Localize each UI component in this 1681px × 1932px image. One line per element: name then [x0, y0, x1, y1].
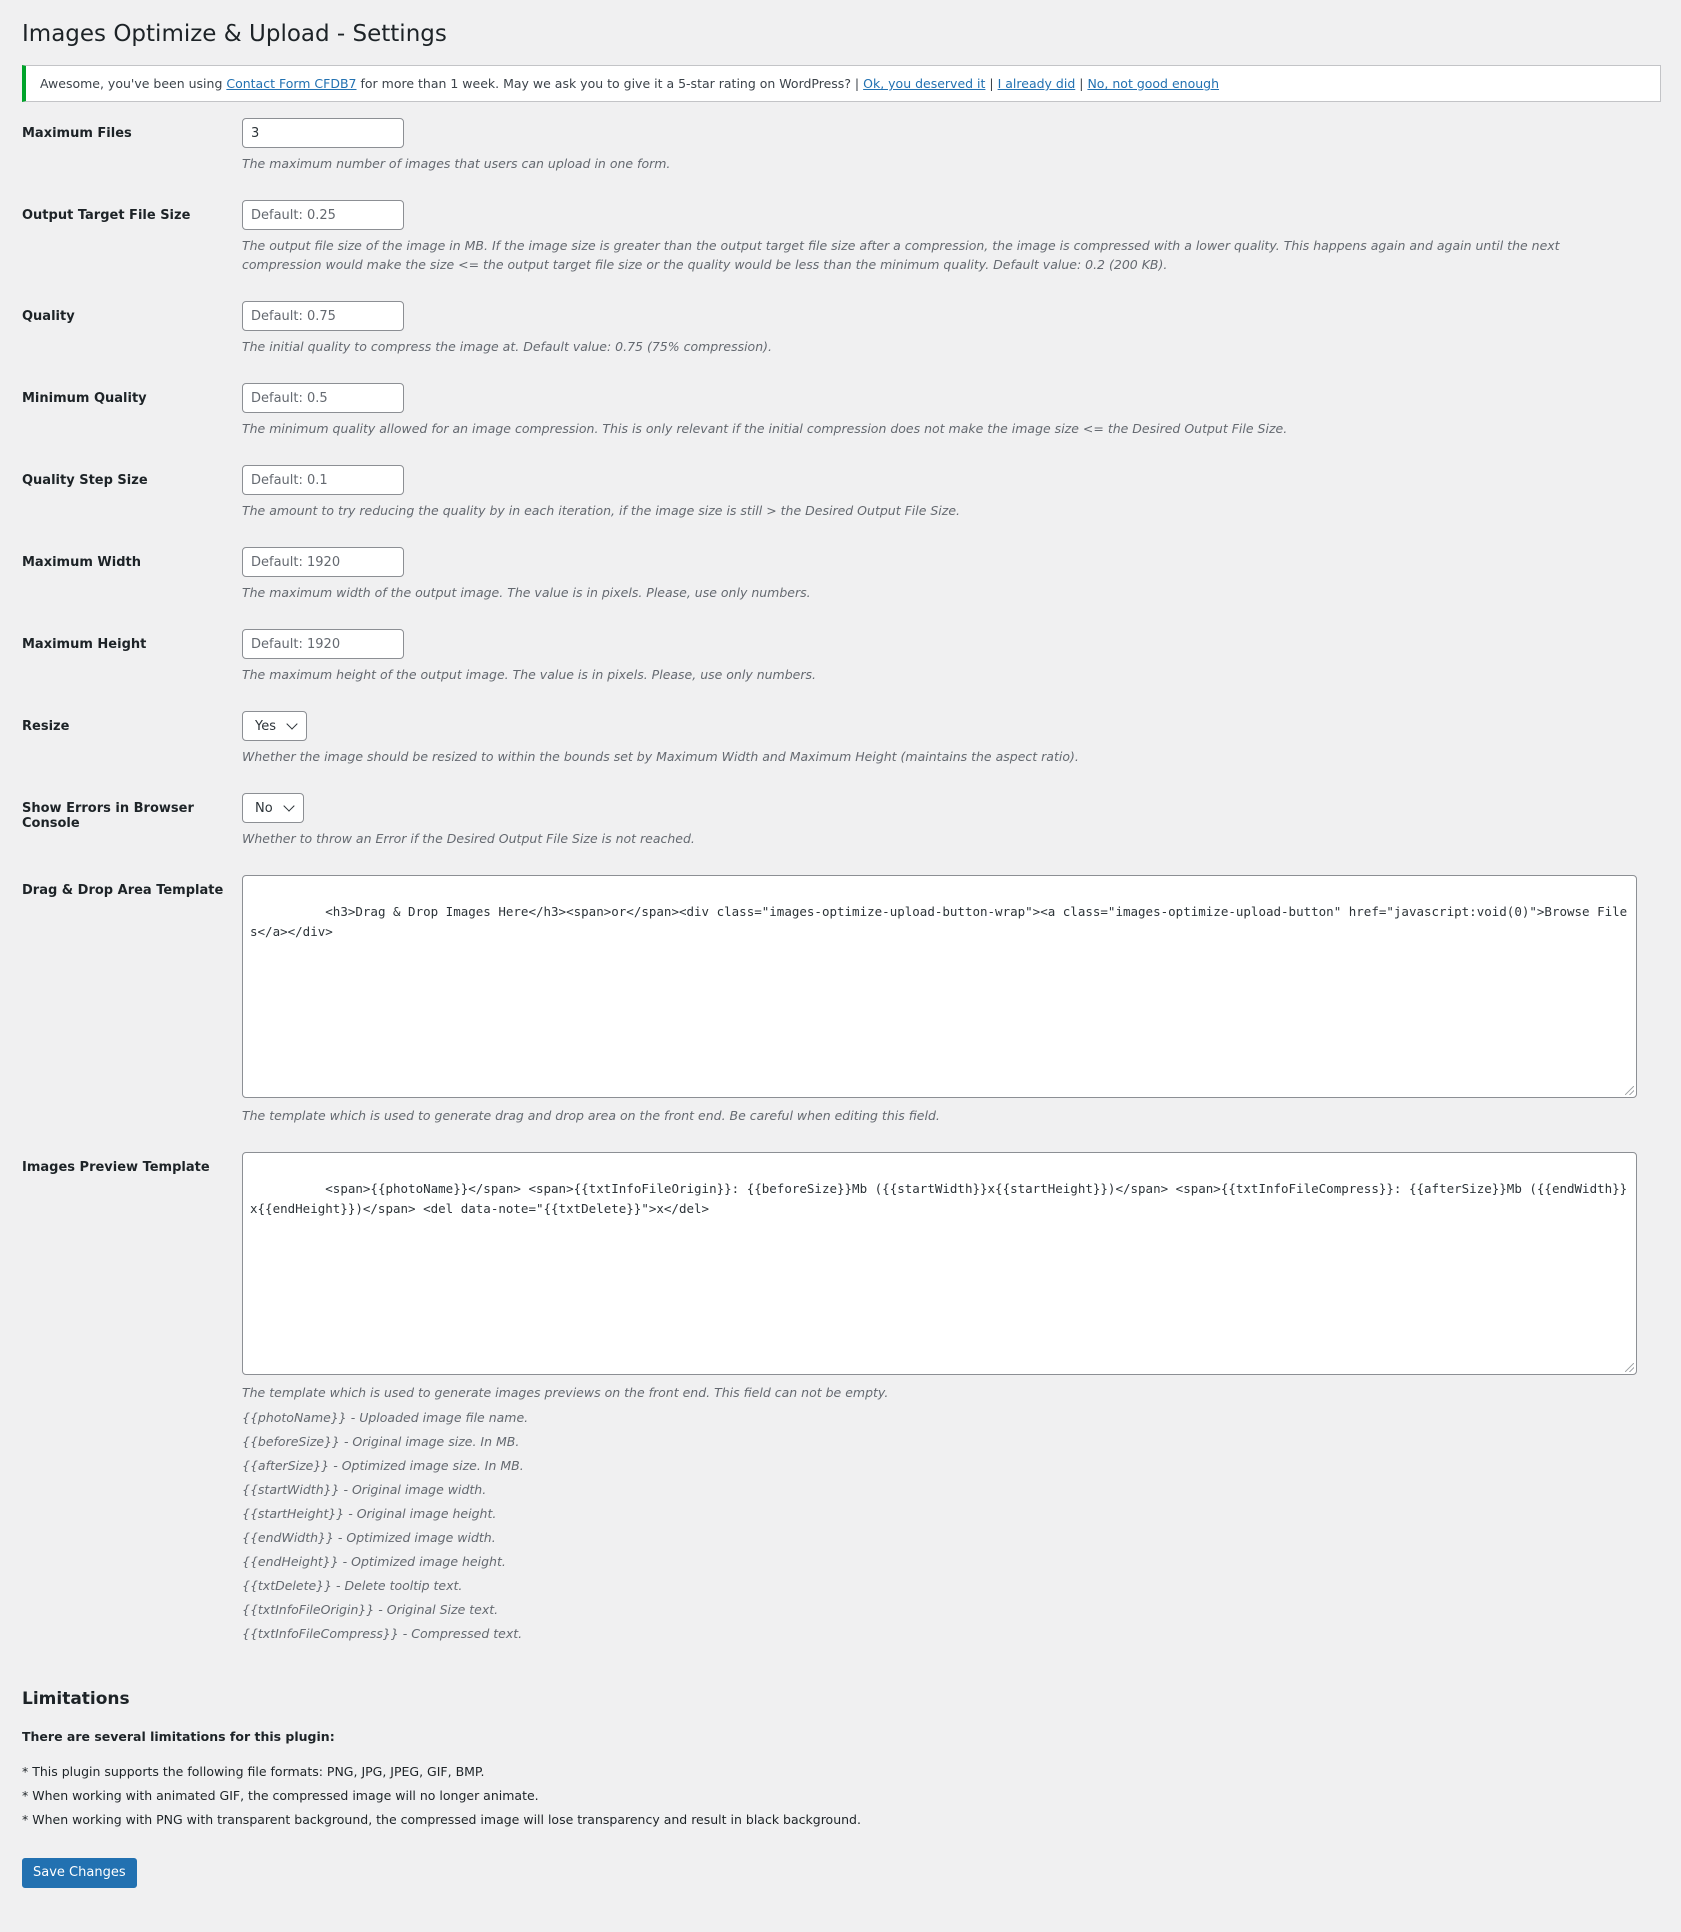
- label-target-size: Output Target File Size: [22, 208, 191, 223]
- preview-template-textarea[interactable]: [242, 1152, 1637, 1375]
- label-max-width: Maximum Width: [22, 555, 141, 570]
- template-variables-list: [242, 1406, 1661, 1646]
- max-width-description: The maximum width of the output image. The value is in pixels. Please, use only numbers.: [242, 585, 811, 600]
- notice-separator: |: [985, 76, 998, 91]
- quality-step-input[interactable]: [242, 465, 404, 495]
- notice-separator: |: [1075, 76, 1088, 91]
- label-quality: Quality: [22, 309, 75, 324]
- row-quality-step: [22, 451, 1661, 533]
- row-max-files: [22, 114, 1661, 186]
- row-max-height: [22, 615, 1661, 697]
- limitation-item: * When working with PNG with transparent background, the compressed image will lose transparency and result in black background.: [22, 1812, 861, 1827]
- resize-selected-value: Yes: [255, 718, 276, 734]
- save-changes-button[interactable]: Save Changes: [22, 1858, 137, 1888]
- template-variable: {{txtInfoFileOrigin}} - Original Size text.: [242, 1602, 499, 1617]
- max-height-description: The maximum height of the output image. The value is in pixels. Please, use only numbers.: [242, 667, 816, 682]
- show-errors-select[interactable]: [242, 793, 304, 823]
- row-min-quality: [22, 369, 1661, 451]
- quality-input[interactable]: [242, 301, 404, 331]
- limitations-heading: Limitations: [22, 1689, 130, 1709]
- preview-template-value: <span>{{photoName}}</span> <span>{{txtInfoFileOrigin}}: {{beforeSize}}Mb ({{startWidth}}x{{startHeight}})</span> <span>{{txtInfoFileCompress}}: {{afterSize}}Mb ({{endWidth}}x{{endHeight}})</span> <del data-note="{{txtDelete}}">x</del>: [250, 1181, 1628, 1216]
- dragdrop-template-description: The template which is used to generate drag and drop area on the front end. Be careful when editing this field.: [242, 1108, 940, 1123]
- label-show-errors: Show Errors in Browser Console: [22, 801, 194, 831]
- chevron-down-icon: [286, 718, 297, 729]
- resize-grip-icon[interactable]: [1625, 1363, 1634, 1372]
- min-quality-description: The minimum quality allowed for an image compression. This is only relevant if the initial compression does not make the image size <= the Desired Output File Size.: [242, 421, 1288, 436]
- notice-text-after: for more than 1 week. May we ask you to give it a 5-star rating on WordPress? |: [360, 76, 860, 91]
- row-show-errors: [22, 779, 1661, 861]
- template-variable: {{txtDelete}} - Delete tooltip text.: [242, 1578, 463, 1593]
- template-variable: {{photoName}} - Uploaded image file name.: [242, 1410, 529, 1425]
- min-quality-input[interactable]: [242, 383, 404, 413]
- preview-template-description: The template which is used to generate images previews on the front end. This field can not be empty.: [242, 1385, 889, 1400]
- template-variable: {{endWidth}} - Optimized image width.: [242, 1530, 496, 1545]
- limitation-item: * When working with animated GIF, the compressed image will no longer animate.: [22, 1788, 539, 1803]
- label-dragdrop-template: Drag & Drop Area Template: [22, 883, 224, 898]
- template-variable: {{txtInfoFileCompress}} - Compressed text.: [242, 1626, 523, 1641]
- quality-description: The initial quality to compress the image at. Default value: 0.75 (75% compression).: [242, 339, 772, 354]
- rating-notice: [22, 65, 1661, 102]
- limitations-list: [22, 1760, 1661, 1832]
- row-resize: [22, 697, 1661, 779]
- label-max-files: Maximum Files: [22, 126, 132, 141]
- label-max-height: Maximum Height: [22, 637, 147, 652]
- dragdrop-template-value: <h3>Drag & Drop Images Here</h3><span>or</span><div class="images-optimize-upload-button-wrap"><a class="images-optimize-upload-button" href="javascript:void(0)">Browse Files</a></div>: [250, 904, 1628, 939]
- show-errors-selected-value: No: [255, 800, 273, 816]
- resize-grip-icon[interactable]: [1625, 1086, 1634, 1095]
- target-size-input[interactable]: [242, 200, 404, 230]
- row-max-width: [22, 533, 1661, 615]
- row-preview-template: [22, 1138, 1661, 1659]
- row-dragdrop-template: [22, 861, 1661, 1138]
- chevron-down-icon: [283, 800, 294, 811]
- template-variable: {{afterSize}} - Optimized image size. In MB.: [242, 1458, 524, 1473]
- quality-step-description: The amount to try reducing the quality by in each iteration, if the image size is still > the Desired Output File Size.: [242, 503, 961, 518]
- dragdrop-template-textarea[interactable]: [242, 875, 1637, 1098]
- template-variable: {{startHeight}} - Original image height.: [242, 1506, 497, 1521]
- label-resize: Resize: [22, 719, 70, 734]
- max-height-input[interactable]: [242, 629, 404, 659]
- row-target-size: [22, 186, 1661, 287]
- rate-ok-link[interactable]: Ok, you deserved it: [863, 76, 986, 91]
- label-min-quality: Minimum Quality: [22, 391, 147, 406]
- max-width-input[interactable]: [242, 547, 404, 577]
- already-did-link[interactable]: I already did: [997, 76, 1076, 91]
- template-variable: {{startWidth}} - Original image width.: [242, 1482, 487, 1497]
- max-files-input[interactable]: [242, 118, 404, 148]
- row-quality: [22, 287, 1661, 369]
- max-files-description: The maximum number of images that users can upload in one form.: [242, 156, 671, 171]
- template-variable: {{endHeight}} - Optimized image height.: [242, 1554, 506, 1569]
- resize-description: Whether the image should be resized to within the bounds set by Maximum Width and Maximum Height (maintains the aspect ratio).: [242, 749, 1079, 764]
- show-errors-description: Whether to throw an Error if the Desired Output File Size is not reached.: [242, 831, 695, 846]
- not-good-link[interactable]: No, not good enough: [1087, 76, 1220, 91]
- resize-select[interactable]: [242, 711, 307, 741]
- page-title: Images Optimize & Upload - Settings: [22, 21, 447, 47]
- label-preview-template: Images Preview Template: [22, 1160, 210, 1175]
- template-variable: {{beforeSize}} - Original image size. In MB.: [242, 1434, 520, 1449]
- target-size-description: The output file size of the image in MB. If the image size is greater than the output target file size after a compression, the image is compressed with a lower quality. This happens again and again until the next compression would make the size <= the output target file size or the quality would be less than the minimum quality. Default value: 0.2 (200 KB).: [242, 238, 1560, 272]
- settings-wrap: [22, 0, 1661, 1888]
- limitation-item: * This plugin supports the following file formats: PNG, JPG, JPEG, GIF, BMP.: [22, 1764, 485, 1779]
- notice-text-before: Awesome, you've been using: [40, 76, 223, 91]
- plugin-link[interactable]: Contact Form CFDB7: [226, 76, 357, 91]
- limitations-intro: There are several limitations for this plugin:: [22, 1729, 335, 1744]
- label-quality-step: Quality Step Size: [22, 473, 148, 488]
- settings-form: [22, 114, 1661, 1659]
